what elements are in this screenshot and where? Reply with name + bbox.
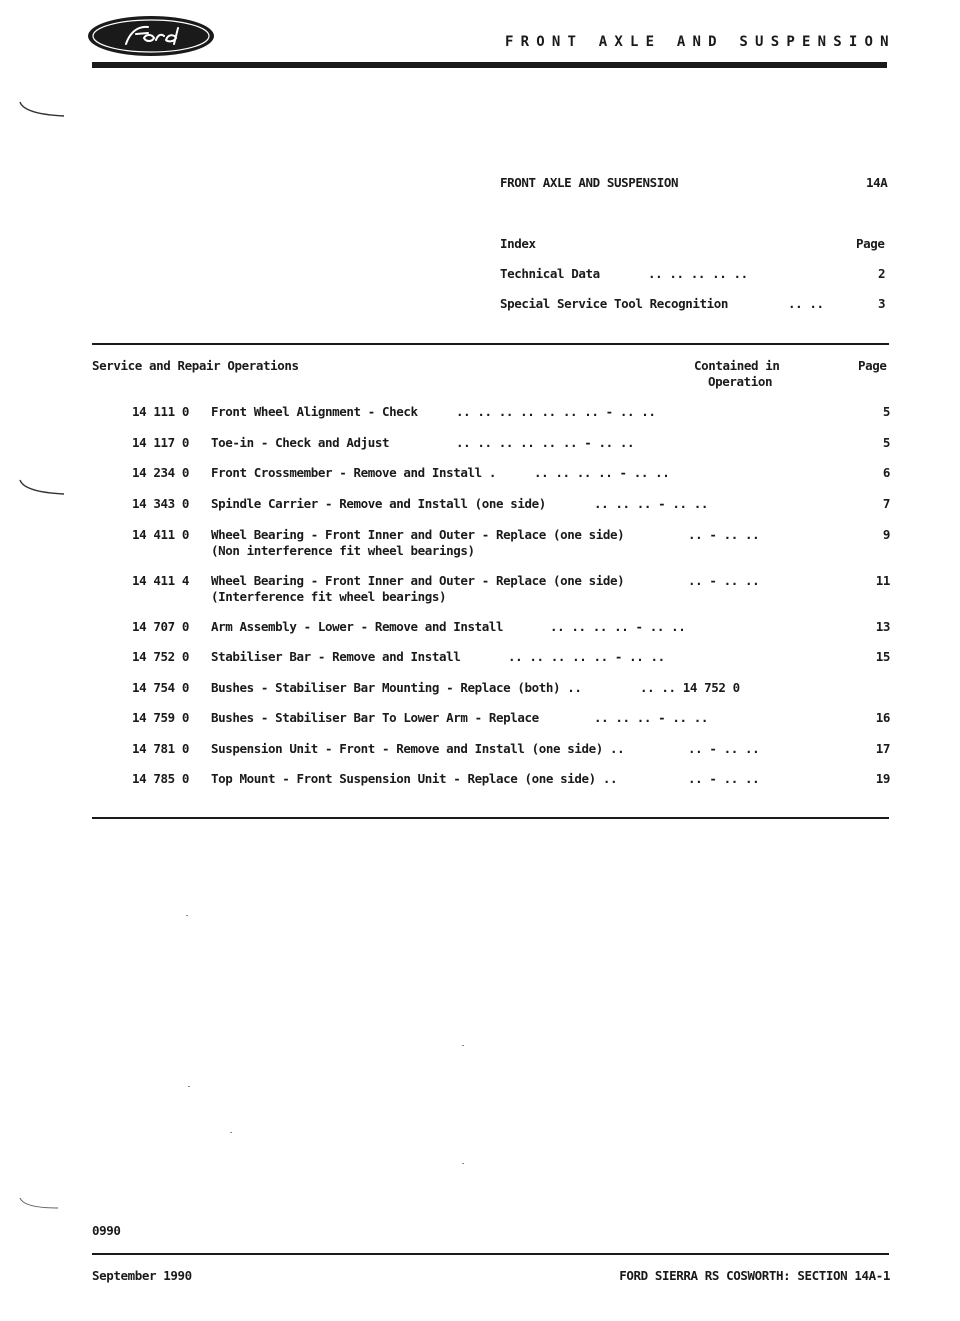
operation-code: 14 234 0 [132, 465, 190, 480]
operation-desc: Front Crossmember - Remove and Install . [211, 465, 497, 480]
operation-leader: .. .. .. .. - .. .. [550, 619, 686, 634]
operation-page: 19 [875, 771, 890, 786]
operation-page: 7 [882, 496, 890, 511]
operation-code: 14 707 0 [132, 619, 190, 634]
operation-row [0, 435, 960, 467]
operation-page: 11 [875, 573, 890, 588]
header-rule [92, 62, 887, 68]
operation-code: 14 754 0 [132, 680, 190, 695]
operation-code: 14 117 0 [132, 435, 190, 450]
operation-page: 15 [875, 649, 890, 664]
index-entry-page: 2 [878, 266, 886, 281]
operation-desc: Bushes - Stabiliser Bar Mounting - Replace (both) .. [211, 680, 582, 695]
operation-leader: .. .. .. .. - .. .. [534, 465, 670, 480]
index-page-label: Page [856, 236, 885, 251]
scan-speck [186, 915, 188, 916]
footer-rule [92, 1253, 889, 1255]
operation-row [0, 741, 960, 773]
scan-speck [230, 1132, 232, 1133]
document-code-visible: 0990 [92, 1223, 121, 1238]
operation-row [0, 710, 960, 742]
operation-desc-note: (Non interference fit wheel bearings) [211, 543, 475, 558]
operation-row [0, 771, 960, 803]
scan-speck [188, 1086, 190, 1087]
operation-leader: .. - .. .. [688, 741, 760, 756]
scan-speck [462, 1045, 464, 1046]
operation-page: 16 [875, 710, 890, 725]
operation-page: 6 [882, 465, 890, 480]
operation-page: 17 [875, 741, 890, 756]
operation-leader: .. - .. .. [688, 573, 760, 588]
operation-row [0, 573, 960, 607]
index-entry-leader: .. .. .. .. .. [648, 266, 748, 281]
operation-desc: Toe-in - Check and Adjust [211, 435, 390, 450]
operation-row [0, 404, 960, 436]
operation-row [0, 465, 960, 497]
operation-row [0, 649, 960, 681]
operation-desc: Bushes - Stabiliser Bar To Lower Arm - Replace [211, 710, 539, 725]
operation-leader: .. .. .. - .. .. [594, 710, 709, 725]
operation-row [0, 496, 960, 528]
operation-desc: Wheel Bearing - Front Inner and Outer - Replace (one side) [211, 573, 625, 588]
operation-row [0, 527, 960, 561]
operation-code: 14 781 0 [132, 741, 190, 756]
operations-heading: Service and Repair Operations [92, 358, 299, 373]
footer-reference: FORD SIERRA RS COSWORTH: SECTION 14A-1 [619, 1268, 890, 1283]
operation-page: 5 [882, 435, 890, 450]
operation-leader: .. .. .. - .. .. [594, 496, 709, 511]
section-rule [92, 343, 889, 345]
operation-page: 9 [882, 527, 890, 542]
operation-desc: Spindle Carrier - Remove and Install (one side) [211, 496, 546, 511]
operation-code: 14 785 0 [132, 771, 190, 786]
operations-end-rule [92, 817, 889, 819]
index-entry-page: 3 [878, 296, 886, 311]
operation-code: 14 759 0 [132, 710, 190, 725]
operation-leader: .. .. .. .. .. .. - .. .. [456, 435, 635, 450]
operation-page: 13 [875, 619, 890, 634]
ford-logo-icon [86, 14, 216, 58]
operation-code: 14 752 0 [132, 649, 190, 664]
operation-code: 14 411 0 [132, 527, 190, 542]
index-label: Index [500, 236, 536, 251]
scan-speck [462, 1163, 464, 1164]
operation-leader: .. .. 14 752 0 [640, 680, 740, 695]
operation-desc: Suspension Unit - Front - Remove and Install (one side) .. [211, 741, 625, 756]
operation-leader: .. - .. .. [688, 527, 760, 542]
operation-leader: .. - .. .. [688, 771, 760, 786]
operation-desc: Front Wheel Alignment - Check [211, 404, 418, 419]
operation-row [0, 619, 960, 651]
operation-code: 14 343 0 [132, 496, 190, 511]
operation-leader: .. .. .. .. .. - .. .. [508, 649, 665, 664]
index-entry-title: Special Service Tool Recognition [500, 296, 729, 311]
operation-desc: Arm Assembly - Lower - Remove and Install [211, 619, 504, 634]
operation-desc: Wheel Bearing - Front Inner and Outer - Replace (one side) [211, 527, 625, 542]
operation-page: 5 [882, 404, 890, 419]
index-entry-title: Technical Data [500, 266, 600, 281]
contained-heading: Contained in [694, 358, 780, 373]
binder-mark [18, 1196, 68, 1216]
section-title: FRONT AXLE AND SUSPENSION [500, 175, 679, 190]
operation-row [0, 680, 960, 712]
contained-heading-2: Operation [708, 374, 773, 389]
header-title: FRONT AXLE AND SUSPENSION [505, 34, 896, 50]
section-code: 14A [866, 175, 888, 190]
operation-desc: Top Mount - Front Suspension Unit - Replace (one side) .. [211, 771, 618, 786]
operation-desc: Stabiliser Bar - Remove and Install [211, 649, 461, 664]
footer-date: September 1990 [92, 1268, 192, 1283]
operations-page-heading: Page [858, 358, 887, 373]
binder-mark [18, 100, 68, 120]
index-entry-leader: .. .. [788, 296, 824, 311]
operation-desc-note: (Interference fit wheel bearings) [211, 589, 447, 604]
operation-code: 14 111 0 [132, 404, 190, 419]
operation-code: 14 411 4 [132, 573, 190, 588]
operation-leader: .. .. .. .. .. .. .. - .. .. [456, 404, 656, 419]
